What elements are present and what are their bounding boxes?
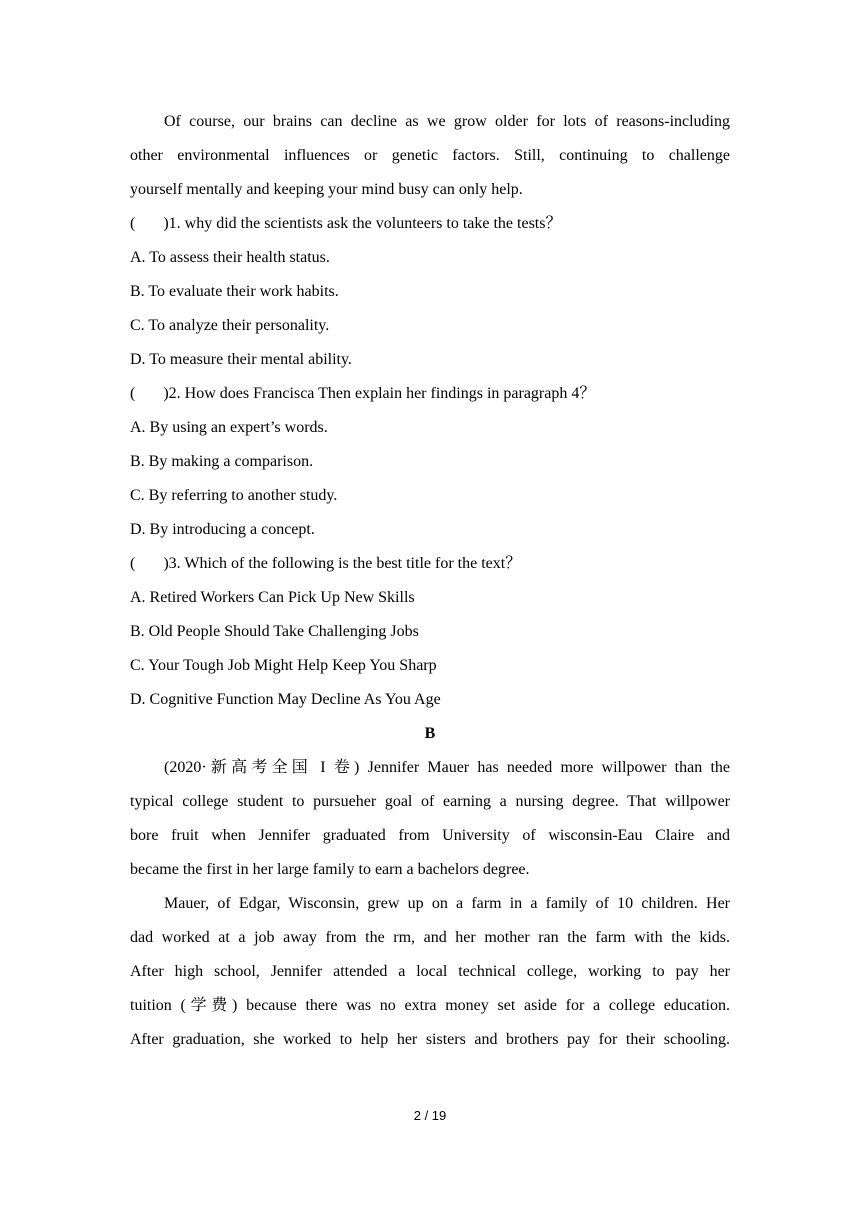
paragraph-line: Mauer, of Edgar, Wisconsin, grew up on a farm in a family of 10 children. Her [164, 895, 730, 912]
question-stem: ( )1. why did the scientists ask the volunteers to take the tests？ [130, 215, 562, 232]
paragraph-line: dad worked at a job away from the rm, and her mother ran the farm with the kids. [130, 929, 730, 946]
passage-a-closing-paragraph [130, 105, 730, 207]
option-a: A. By using an expert’s words. [130, 419, 328, 436]
paragraph-line: yourself mentally and keeping your mind busy can only help. [130, 181, 523, 198]
page-number: 2 / 19 [413, 1108, 447, 1123]
question-3 [130, 547, 730, 717]
paragraph-line: tuition (学费) because there was no extra money set aside for a college education. [130, 997, 730, 1014]
option-d: D. Cognitive Function May Decline As You Age [130, 691, 441, 708]
paragraph-line: Of course, our brains can decline as we grow older for lots of reasons-including [164, 113, 730, 130]
question-1 [130, 207, 730, 377]
question-2 [130, 377, 730, 547]
question-stem: ( )3. Which of the following is the best title for the text？ [130, 555, 522, 572]
option-b: B. Old People Should Take Challenging Jobs [130, 623, 419, 640]
page-content [130, 105, 730, 1057]
option-c: C. By referring to another study. [130, 487, 338, 504]
paragraph-line: became the first in her large family to earn a bachelors degree. [130, 861, 530, 878]
question-stem: ( )2. How does Francisca Then explain her findings in paragraph 4？ [130, 385, 596, 402]
option-a: A. To assess their health status. [130, 249, 330, 266]
option-b: B. By making a comparison. [130, 453, 314, 470]
paragraph-line: other environmental influences or genetic factors. Still, continuing to challenge [130, 147, 730, 164]
section-heading: B [424, 725, 436, 742]
passage-b-paragraph-2 [130, 887, 730, 1057]
option-c: C. Your Tough Job Might Help Keep You Sharp [130, 657, 437, 674]
paragraph-line: typical college student to pursueher goal of earning a nursing degree. That willpower [130, 793, 730, 810]
option-d: D. To measure their mental ability. [130, 351, 352, 368]
paragraph-line: bore fruit when Jennifer graduated from University of wisconsin-Eau Claire and [130, 827, 730, 844]
paragraph-line: (2020·新高考全国 I 卷) Jennifer Mauer has needed more willpower than the [164, 759, 730, 776]
paragraph-line: After graduation, she worked to help her sisters and brothers pay for their schooling. [130, 1031, 730, 1048]
option-b: B. To evaluate their work habits. [130, 283, 339, 300]
paragraph-line: After high school, Jennifer attended a local technical college, working to pay her [130, 963, 730, 980]
option-c: C. To analyze their personality. [130, 317, 330, 334]
passage-b-paragraph-1 [130, 751, 730, 887]
option-d: D. By introducing a concept. [130, 521, 315, 538]
option-a: A. Retired Workers Can Pick Up New Skills [130, 589, 415, 606]
